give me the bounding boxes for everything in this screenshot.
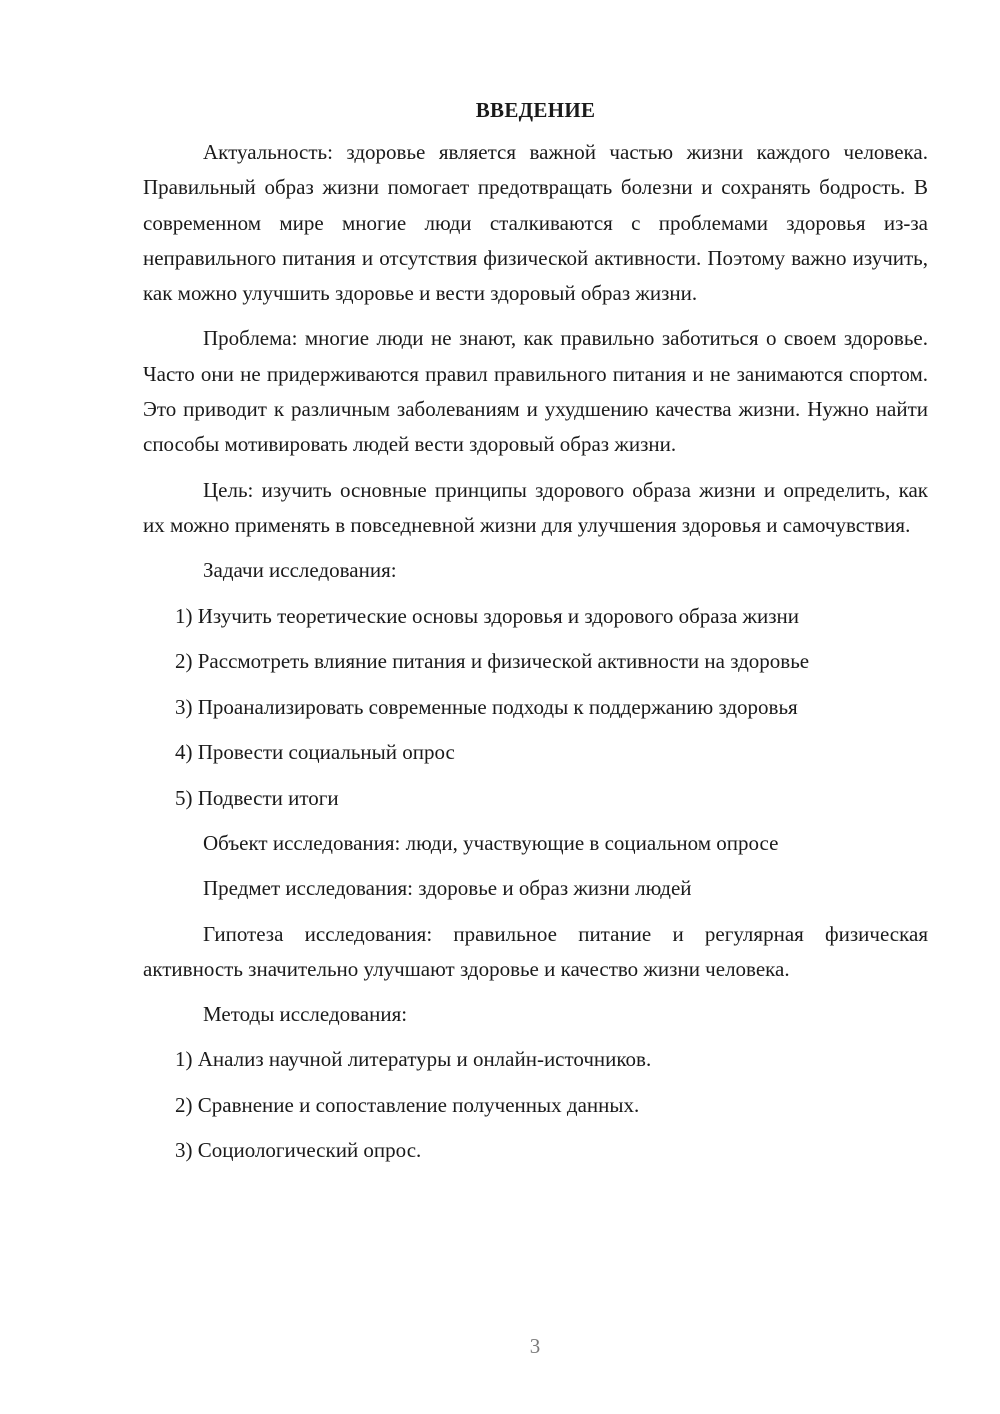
methods-list bbox=[143, 1042, 928, 1168]
list-item: 1) Изучить теоретические основы здоровья и здорового образа жизни bbox=[175, 603, 799, 628]
problem-paragraph: Проблема: многие люди не знают, как правильно заботиться о своем здоровье. Часто они не придерживаются правил правильного питания и не занимаются спортом. Это приводит к различным заболеваниям и ухудшению качества жизни. Нужно найти способы мотивировать людей вести здоровый образ жизни. bbox=[143, 326, 928, 457]
list-item: 4) Провести социальный опрос bbox=[175, 740, 455, 765]
document-page bbox=[143, 96, 928, 1179]
tasks-label: Задачи исследования: bbox=[203, 558, 397, 583]
list-item: 3) Проанализировать современные подходы к поддержанию здоровья bbox=[175, 694, 798, 719]
section-heading: ВВЕДЕНИЕ bbox=[475, 98, 596, 122]
list-item: 2) Сравнение и сопоставление полученных данных. bbox=[175, 1092, 640, 1117]
list-item: 3) Социологический опрос. bbox=[175, 1138, 422, 1163]
subject-line: Предмет исследования: здоровье и образ жизни людей bbox=[203, 876, 692, 901]
relevance-paragraph: Актуальность: здоровье является важной частью жизни каждого человека. Правильный образ жизни помогает предотвращать болезни и сохранять бодрость. В современном мире многие люди сталкиваются с проблемами здоровья из-за неправильного питания и отсутствия физической активности. Поэтому важно изучить, как можно улучшить здоровье и вести здоровый образ жизни. bbox=[143, 140, 928, 306]
goal-paragraph: Цель: изучить основные принципы здорового образа жизни и определить, как их можно применять в повседневной жизни для улучшения здоровья и самочувствия. bbox=[143, 477, 928, 537]
page-number: 3 bbox=[529, 1334, 541, 1358]
tasks-list bbox=[143, 599, 928, 816]
object-line: Объект исследования: люди, участвующие в социальном опросе bbox=[203, 830, 779, 855]
list-item: 1) Анализ научной литературы и онлайн-источников. bbox=[175, 1047, 652, 1072]
methods-label: Методы исследования: bbox=[203, 1002, 408, 1027]
list-item: 2) Рассмотреть влияние питания и физической активности на здоровье bbox=[175, 649, 810, 674]
list-item: 5) Подвести итоги bbox=[175, 785, 339, 810]
hypothesis-paragraph: Гипотеза исследования: правильное питание и регулярная физическая активность значительно улучшают здоровье и качество жизни человека. bbox=[143, 921, 928, 981]
